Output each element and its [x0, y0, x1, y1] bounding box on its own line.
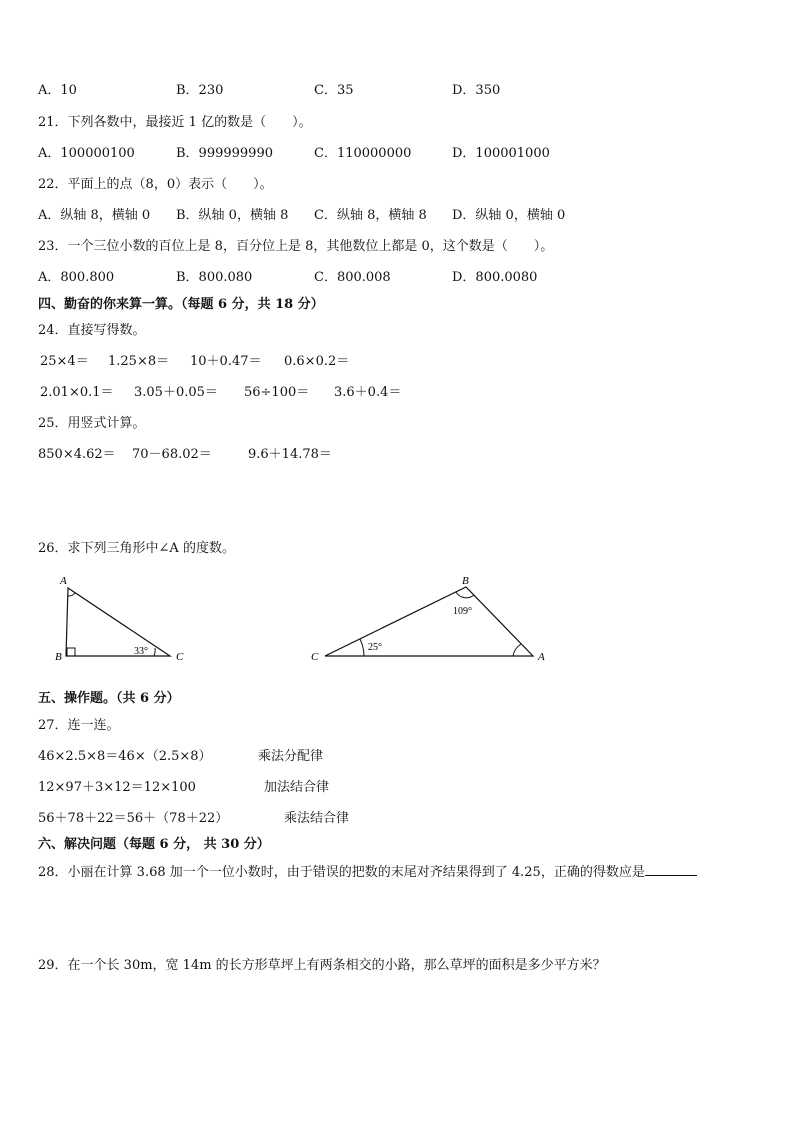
- q21-stem: 21．下列各数中，最接近 1 亿的数是（ ）。: [38, 115, 312, 130]
- q27-left-item: 56＋78＋22＝56＋（78＋22）: [38, 811, 229, 826]
- q22-stem: 22．平面上的点（8，0）表示（ ）。: [38, 177, 273, 192]
- q23-option-a: A．800.800: [38, 270, 115, 285]
- q26-stem: 26．求下列三角形中∠A 的度数。: [38, 541, 235, 556]
- q27-right-item: 加法结合律: [264, 780, 330, 795]
- triangle-1-angle-c: 33°: [134, 646, 148, 657]
- q24-item: 25×4＝: [40, 354, 89, 369]
- triangle-2-shape: [325, 587, 533, 656]
- angle-c-arc: [360, 639, 364, 656]
- q28-stem: 28．小丽在计算 3.68 加一个一位小数时，由于错误的把数的末尾对齐结果得到了 4.25，正确的得数应是: [38, 865, 645, 880]
- q27-right-item: 乘法分配律: [258, 749, 324, 764]
- q21-option-b: B．999999990: [176, 146, 273, 161]
- q20-option-b: B．230: [176, 83, 224, 98]
- q25-stem: 25．用竖式计算。: [38, 416, 146, 431]
- triangle-1-shape: [66, 588, 170, 656]
- q24-item: 56÷100＝: [244, 385, 310, 400]
- q23-option-c: C．800.008: [314, 270, 391, 285]
- right-angle-mark: [67, 648, 75, 656]
- q23-stem: 23．一个三位小数的百位上是 8，百分位上是 8，其他数位上都是 0，这个数是（ ）。: [38, 239, 554, 254]
- q21-option-d: D．100001000: [452, 146, 550, 161]
- triangle-2-angle-b: 109°: [453, 606, 472, 617]
- q24-item: 2.01×0.1＝: [40, 385, 114, 400]
- q21-option-c: C．110000000: [314, 146, 412, 161]
- section-5-title: 五、操作题。（共 6 分）: [38, 691, 180, 706]
- q28-line: [38, 863, 697, 882]
- q25-item: 70－68.02＝: [132, 447, 212, 462]
- q20-option-d: D．350: [452, 83, 501, 98]
- q23-option-b: B．800.080: [176, 270, 253, 285]
- triangle-2-vertex-b: B: [462, 575, 469, 587]
- q22-option-b: B．纵轴 0，横轴 8: [176, 208, 289, 223]
- triangle-1-vertex-a: A: [60, 575, 67, 587]
- section-4-title: 四、勤奋的你来算一算。（每题 6 分，共 18 分）: [38, 297, 324, 312]
- q24-item: 3.05＋0.05＝: [134, 385, 218, 400]
- angle-a-arc: [513, 644, 521, 656]
- q27-left-item: 46×2.5×8＝46×（2.5×8）: [38, 749, 212, 764]
- triangle-1: [55, 575, 184, 663]
- q21-option-a: A．100000100: [38, 146, 135, 161]
- angle-c-arc: [154, 648, 155, 656]
- q22-option-d: D．纵轴 0，横轴 0: [452, 208, 566, 223]
- section-6-title: 六、解决问题（每题 6 分， 共 30 分）: [38, 837, 270, 852]
- q23-option-d: D．800.0080: [452, 270, 538, 285]
- q26-triangles-figure: [0, 568, 794, 688]
- q24-item: 10＋0.47＝: [190, 354, 262, 369]
- q20-option-a: A．10: [38, 83, 77, 98]
- triangle-1-vertex-b: B: [55, 651, 62, 663]
- q22-option-c: C．纵轴 8，横轴 8: [314, 208, 427, 223]
- q20-option-c: C．35: [314, 83, 354, 98]
- angle-a-arc: [68, 593, 75, 596]
- q22-option-a: A．纵轴 8，横轴 0: [38, 208, 151, 223]
- triangle-2: [311, 575, 545, 663]
- triangle-2-vertex-c: C: [311, 651, 319, 663]
- q24-item: 1.25×8＝: [108, 354, 170, 369]
- triangle-2-angle-c: 25°: [368, 642, 382, 653]
- triangle-2-vertex-a: A: [538, 651, 545, 663]
- q27-left-item: 12×97＋3×12＝12×100: [38, 780, 196, 795]
- triangle-1-vertex-c: C: [176, 651, 184, 663]
- q25-item: 850×4.62＝: [38, 447, 116, 462]
- q24-item: 3.6＋0.4＝: [334, 385, 402, 400]
- q27-right-item: 乘法结合律: [284, 811, 350, 826]
- q28-answer-blank[interactable]: [645, 863, 697, 876]
- q27-stem: 27．连一连。: [38, 718, 120, 733]
- q29-stem: 29．在一个长 30m，宽 14m 的长方形草坪上有两条相交的小路，那么草坪的面积是多少平方米？: [38, 958, 606, 973]
- q25-item: 9.6＋14.78＝: [248, 447, 332, 462]
- q24-item: 0.6×0.2＝: [284, 354, 350, 369]
- q24-stem: 24．直接写得数。: [38, 323, 146, 338]
